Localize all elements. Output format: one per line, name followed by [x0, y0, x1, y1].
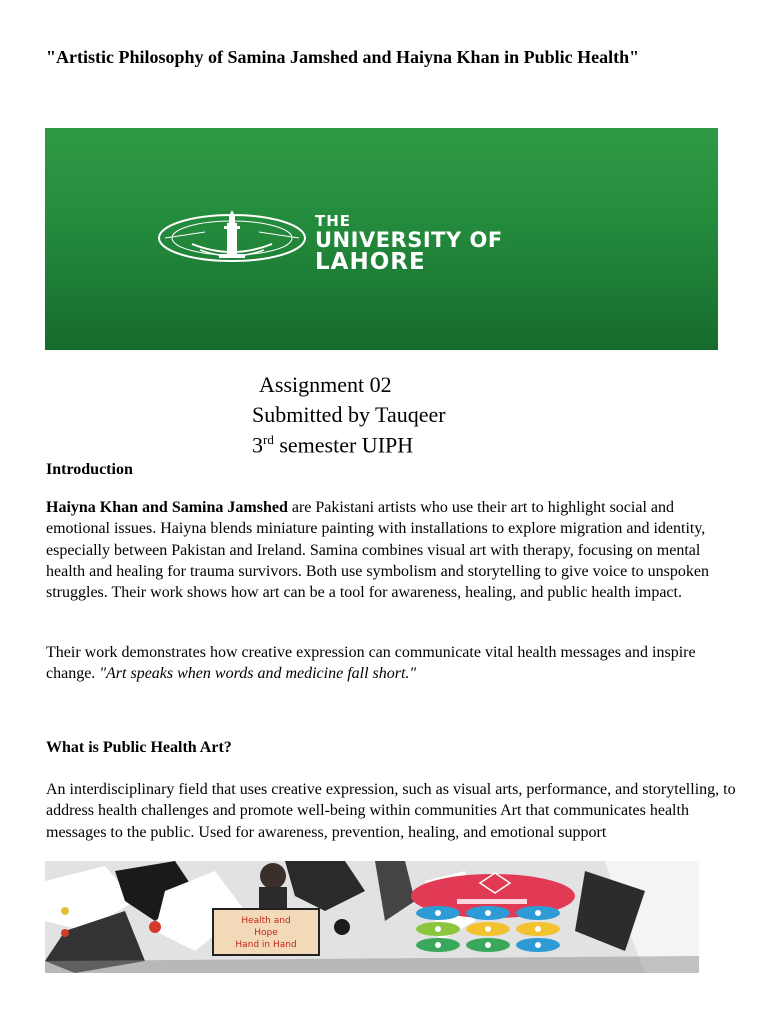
impact-text: Their work demonstrates how creative expression can communicate vital health messages and inspire change.	[46, 644, 696, 683]
introduction-paragraph	[46, 497, 736, 603]
intro-body-text: are Pakistani artists who use their art to highlight social and emotional issues. Haiyna blends miniature painting with installations to explore migration and identity, especially between Pakistan and Ireland. Samina combines visual art with therapy, focusing on mental health and healing for trauma survivors. Both use symbolism and storytelling to give voice to unspoken struggles. Their work shows how art can be a tool for awareness, healing, and public health impact.	[46, 499, 709, 602]
semester-text: semester UIPH	[273, 432, 414, 458]
public-health-art-paragraph: An interdisciplinary field that uses creative expression, such as visual arts, performance, and storytelling, to address health challenges and promote well-being within communities Art that communicates health messages to the public. Used for awareness, prevention, healing, and emotional support	[46, 781, 736, 841]
semester-line	[252, 432, 413, 458]
quote-text: "Art speaks when words and medicine fall short."	[99, 665, 417, 683]
semester-number: 3	[252, 432, 263, 458]
introduction-heading: Introduction	[46, 461, 133, 478]
mural-image	[45, 861, 699, 973]
submitted-by: Submitted by Tauqeer	[252, 402, 446, 427]
university-banner	[45, 128, 718, 350]
assignment-number: Assignment 02	[259, 372, 392, 397]
mural-sign-line-3: Hand in Hand	[235, 940, 297, 950]
banner-line-university-of: UNIVERSITY OF	[315, 228, 503, 252]
mural-sign-line-2: Hope	[254, 928, 278, 938]
impact-paragraph	[46, 642, 736, 685]
university-name	[315, 214, 503, 274]
public-health-art-heading: What is Public Health Art?	[46, 739, 232, 756]
mural-photo	[45, 861, 699, 973]
document-title: "Artistic Philosophy of Samina Jamshed and Haiyna Khan in Public Health"	[46, 47, 640, 67]
artists-names: Haiyna Khan and Samina Jamshed	[46, 499, 288, 516]
banner-line-lahore: LAHORE	[315, 249, 426, 275]
semester-suffix: rd	[263, 432, 274, 447]
banner-line-the: THE	[315, 212, 352, 230]
mural-sign-line-1: Health and	[241, 916, 291, 926]
